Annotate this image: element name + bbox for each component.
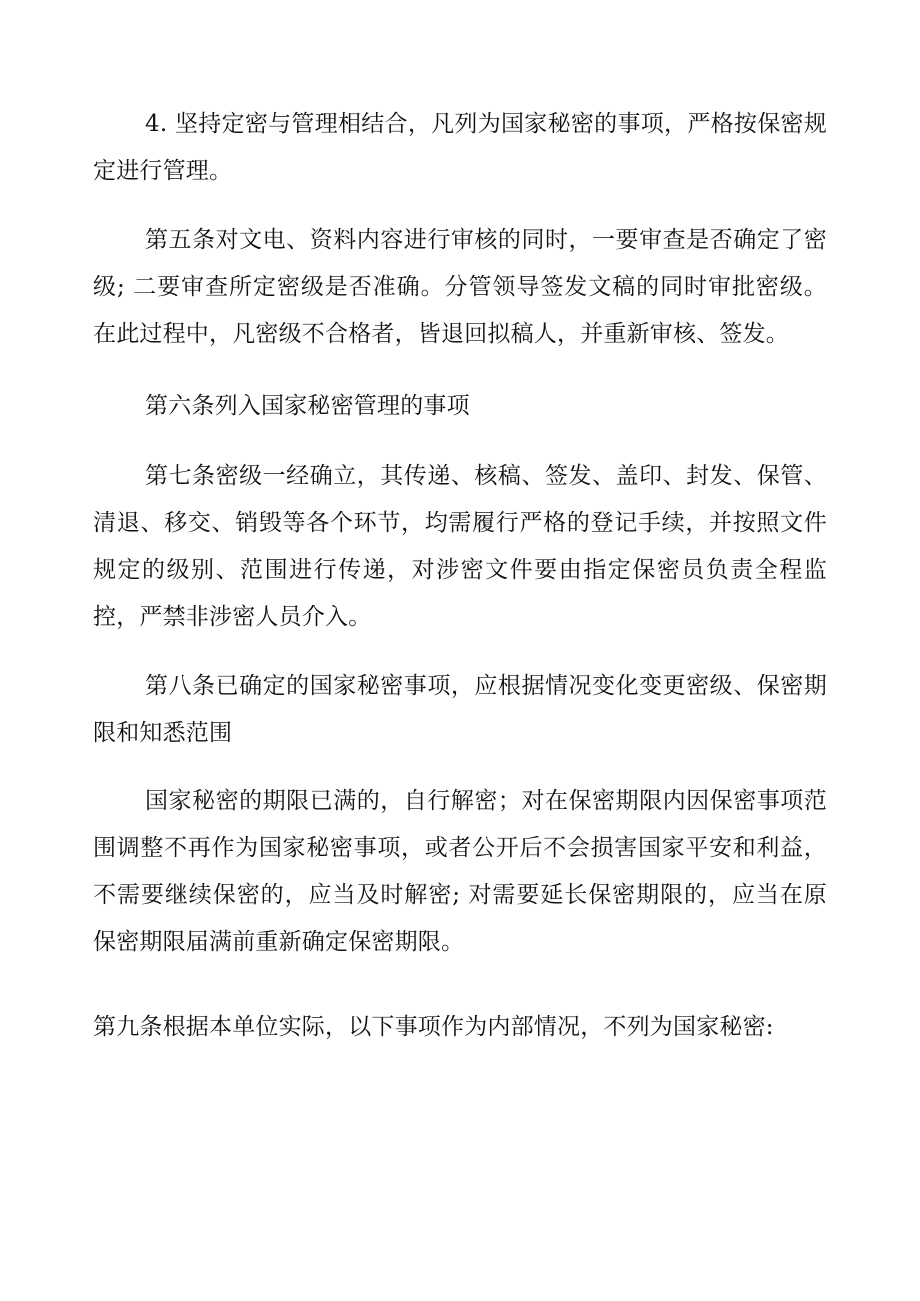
paragraph-article-5: 第五条对文电、资料内容进行审核的同时，一要审查是否确定了密级; 二要审查所定密级是否准确。分管领导签发文稿的同时审批密级。在此过程中，凡密级不合格者，皆退回拟稿人，并重新审核、签发。 — [93, 227, 827, 347]
paragraph-article-7: 第七条密级一经确立，其传递、核稿、签发、盖印、封发、保管、清退、移交、销毁等各个环节，均需履行严格的登记手续，并按照文件规定的级别、范围进行传递，对涉密文件要由指定保密员负责全程监控，严禁非涉密人员介入。 — [93, 463, 827, 630]
paragraph-declassification: 国家秘密的期限已满的，自行解密；对在保密期限内因保密事项范围调整不再作为国家秘密事项，或者公开后不会损害国家平安和利益，不需要继续保密的，应当及时解密; 对需要延长保密期限的，应当在原保密期限届满前重新确定保密期限。 — [93, 788, 827, 955]
paragraph-item-4: 4. 坚持定密与管理相结合，凡列为国家秘密的事项，严格按保密规定进行管理。 — [93, 111, 827, 184]
paragraph-article-8: 第八条已确定的国家秘密事项，应根据情况变化变更密级、保密期限和知悉范围 — [93, 673, 827, 746]
paragraph-article-6: 第六条列入国家秘密管理的事项 — [145, 393, 470, 419]
paragraph-article-9: 第九条根据本单位实际，以下事项作为内部情况，不列为国家秘密: — [93, 1014, 774, 1040]
